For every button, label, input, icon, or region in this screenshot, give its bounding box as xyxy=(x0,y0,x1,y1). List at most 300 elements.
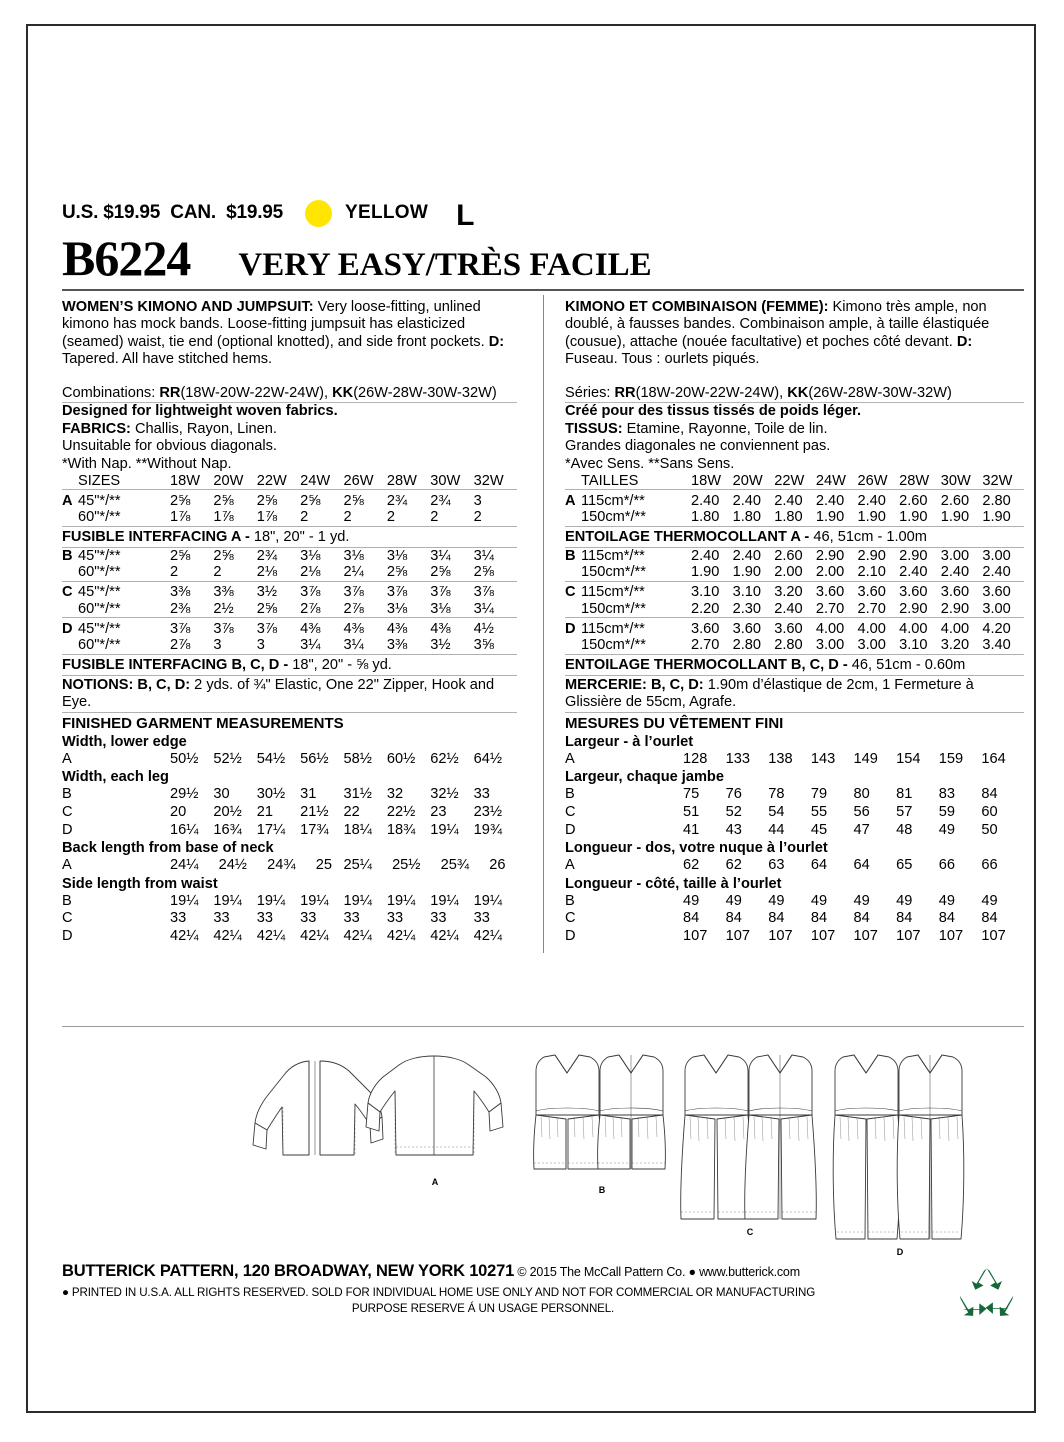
fabric-width: 150cm*/** xyxy=(581,564,646,581)
cell: 32½ xyxy=(430,786,459,803)
cell: 4⅜ xyxy=(430,620,451,637)
cell: 62 xyxy=(725,857,742,874)
cell: 1⅞ xyxy=(170,509,191,526)
view-letter: C xyxy=(62,910,73,927)
view-letter xyxy=(565,637,581,654)
cell: 24W xyxy=(815,472,846,489)
cell: 65 xyxy=(896,857,913,874)
cell: 18¼ xyxy=(343,821,372,838)
table-row xyxy=(62,601,517,618)
table-row xyxy=(565,786,1024,804)
cell: 2⅜ xyxy=(170,600,191,617)
cell: 3⅞ xyxy=(343,584,364,601)
french-column xyxy=(556,299,1024,946)
cell: 30W xyxy=(430,472,461,489)
view-letter xyxy=(565,601,581,618)
cell: 2¼ xyxy=(343,564,364,581)
french-yardage-table xyxy=(565,473,1024,526)
cell: 3 xyxy=(213,637,222,654)
cell: 3.60 xyxy=(899,584,928,601)
cell: 3⅞ xyxy=(473,584,494,601)
cell: 33 xyxy=(213,910,230,927)
english-designed-for: Designed for lightweight woven fabrics. xyxy=(62,403,338,420)
table-row xyxy=(62,584,517,601)
fabric-width: 115cm*/** xyxy=(581,584,645,601)
cell: 2⅝ xyxy=(386,564,408,581)
english-column xyxy=(62,299,530,946)
french-unsuitable: Grandes diagonales ne conviennent pas. xyxy=(565,438,831,455)
cell: 84 xyxy=(810,910,828,927)
table-row xyxy=(62,786,517,804)
footer-legal-2: PURPOSE RESERVE Á UN USAGE PERSONNEL. xyxy=(351,1302,615,1315)
view-letter: D xyxy=(565,927,576,944)
cell: 4.00 xyxy=(899,620,928,637)
table-row xyxy=(62,751,517,769)
view-d-back xyxy=(897,1055,964,1239)
cell: 143 xyxy=(810,750,836,767)
cell: 2.80 xyxy=(732,637,762,654)
cell: 4.20 xyxy=(982,620,1011,637)
cell: 2.40 xyxy=(774,600,803,617)
cell: 2.40 xyxy=(815,492,845,509)
view-letter: B xyxy=(565,547,576,564)
cell: 33 xyxy=(300,910,317,927)
cell: 2⅝ xyxy=(473,564,494,581)
table-row xyxy=(565,857,1024,875)
cell: 19¼ xyxy=(430,821,459,838)
cell: 30 xyxy=(213,786,230,803)
cell: 2.90 xyxy=(815,547,845,564)
cell: 49 xyxy=(725,892,742,909)
cell: 84 xyxy=(683,910,700,927)
cell: 49 xyxy=(683,892,700,909)
cell: 2.40 xyxy=(691,492,720,509)
english-nap: *With Nap. **Without Nap. xyxy=(62,455,232,472)
cell: 79 xyxy=(810,786,828,803)
cell: 3⅞ xyxy=(300,584,321,601)
fgm-subtitle: Longueur - côté, taille à l’ourlet xyxy=(565,875,782,892)
view-letter: C xyxy=(565,584,576,601)
cell: 2⅞ xyxy=(343,600,364,617)
view-letter: A xyxy=(565,857,575,874)
cell: 3.20 xyxy=(774,584,803,601)
view-label-a: A xyxy=(431,1177,439,1187)
table-row xyxy=(62,822,517,840)
cell: 3.10 xyxy=(732,584,762,601)
fgm-subtitle: Largeur, chaque jambe xyxy=(565,769,724,786)
table-row xyxy=(565,893,1024,911)
cell: 54 xyxy=(768,803,785,820)
english-yardage-body-2 xyxy=(62,548,517,654)
cell: 3.60 xyxy=(691,620,720,637)
cell: 24¾ xyxy=(267,857,296,874)
cell: 20W xyxy=(213,472,244,489)
view-c-back xyxy=(745,1055,817,1219)
cell: 43 xyxy=(725,821,742,838)
fgm-subtitle: Width, lower edge xyxy=(62,733,187,750)
cell: 55 xyxy=(810,803,828,820)
table-row xyxy=(62,804,517,822)
cell: 2.40 xyxy=(732,547,762,564)
cell: 48 xyxy=(896,821,913,838)
cell: 22½ xyxy=(386,803,416,820)
cell: 75 xyxy=(683,786,700,803)
view-letter: C xyxy=(565,803,576,820)
cell: 21 xyxy=(256,803,273,820)
cell: 49 xyxy=(810,892,828,909)
cell: 32 xyxy=(386,786,404,803)
view-letter: D xyxy=(62,620,73,637)
cell: 84 xyxy=(768,910,785,927)
cell: 33 xyxy=(256,910,273,927)
fabric-width: 45"*/** xyxy=(78,547,121,564)
cell: 19¼ xyxy=(386,892,416,909)
cell: 22W xyxy=(256,472,287,489)
view-letter: D xyxy=(62,821,73,838)
cell: 84 xyxy=(853,910,870,927)
cell: 2.90 xyxy=(940,600,970,617)
cell: 2¾ xyxy=(386,492,408,509)
cell: 2.40 xyxy=(774,492,803,509)
cell: 3.60 xyxy=(774,620,803,637)
cell: 84 xyxy=(938,910,955,927)
cell: 50 xyxy=(981,821,998,838)
table-row xyxy=(565,548,1024,565)
cell: 49 xyxy=(938,821,955,838)
cell: 4⅜ xyxy=(300,620,321,637)
cell: 58½ xyxy=(343,750,372,767)
cell: 3⅞ xyxy=(256,620,278,637)
fabric-width: 45"*/** xyxy=(78,492,121,509)
cell: 3.00 xyxy=(982,600,1011,617)
cell: 42¼ xyxy=(256,927,286,944)
cell: 3.60 xyxy=(857,584,886,601)
cell: 24W xyxy=(300,472,331,489)
english-notions: NOTIONS: B, C, D: 2 yds. of ¾" Elastic, One 22" Zipper, Hook and Eye. xyxy=(62,676,495,711)
cell: 26W xyxy=(343,472,374,489)
cell: 76 xyxy=(725,786,742,803)
cell: 52½ xyxy=(213,750,242,767)
french-fgm-title: MESURES DU VÊTEMENT FINI xyxy=(565,712,1024,733)
cell: 3¼ xyxy=(430,547,451,564)
fgm-table xyxy=(62,893,517,946)
cell: 17¾ xyxy=(300,821,329,838)
table-row xyxy=(565,910,1024,928)
size-letter: L xyxy=(456,199,475,232)
view-letter: A xyxy=(62,857,72,874)
cell: 19¼ xyxy=(430,892,459,909)
cell: 4⅜ xyxy=(386,620,408,637)
cell: 19¼ xyxy=(170,892,199,909)
cell: 2 xyxy=(300,509,309,526)
cell: 33 xyxy=(170,910,187,927)
cell: 3½ xyxy=(430,637,451,654)
cell: 1.80 xyxy=(732,509,762,526)
cell: 30½ xyxy=(256,786,286,803)
cell: 3⅛ xyxy=(386,547,408,564)
fabric-width: 45"*/** xyxy=(78,620,121,637)
english-yardage-body xyxy=(62,473,517,526)
cell: 154 xyxy=(896,750,921,767)
table-row xyxy=(565,928,1024,946)
fabric-width: 115cm*/** xyxy=(581,547,645,564)
cell: 62½ xyxy=(430,750,459,767)
cell: 24¼ xyxy=(170,857,199,874)
cell: 19¼ xyxy=(213,892,242,909)
view-letter: B xyxy=(62,892,72,909)
cell: 18W xyxy=(691,472,722,489)
cell: 52 xyxy=(725,803,742,820)
cell: 1.80 xyxy=(774,509,803,526)
view-letter: C xyxy=(62,803,73,820)
fabric-width: 115cm*/** xyxy=(581,492,645,509)
view-a-front xyxy=(253,1061,315,1155)
view-letter xyxy=(62,637,78,654)
cell: 149 xyxy=(853,750,878,767)
cell: 3¼ xyxy=(343,637,364,654)
cell: 3⅜ xyxy=(170,584,191,601)
cell: 133 xyxy=(725,750,750,767)
cell: 2.70 xyxy=(815,600,845,617)
cell: 4½ xyxy=(473,620,494,637)
cell: 60½ xyxy=(386,750,416,767)
cell: 159 xyxy=(938,750,964,767)
cell: 42¼ xyxy=(213,927,242,944)
cell: 107 xyxy=(725,927,750,944)
sizes-label: TAILLES xyxy=(581,472,639,489)
french-yardage-body xyxy=(565,473,1024,526)
cell: 83 xyxy=(938,786,955,803)
english-description: WOMEN’S KIMONO AND JUMPSUIT: Very loose-fitting, unlined kimono has mock bands. Loose-fitting jumpsuit has elasticized (seamed) waist, tie end (optional knotted), and side front pockets. D: Tapered. All have stitched hems. xyxy=(62,298,505,368)
cell: 29½ xyxy=(170,786,199,803)
fgm-subtitle: Side length from waist xyxy=(62,875,218,892)
cell: 49 xyxy=(938,892,955,909)
table-row xyxy=(62,910,517,928)
cell: 3¼ xyxy=(473,600,494,617)
table-row xyxy=(62,564,517,581)
cell: 2.70 xyxy=(857,600,886,617)
view-letter xyxy=(565,564,581,581)
cell: 2.90 xyxy=(899,600,928,617)
cell: 30W xyxy=(940,472,971,489)
cell: 33 xyxy=(386,910,404,927)
cell: 51 xyxy=(683,803,700,820)
cell: 3 xyxy=(256,637,265,654)
cell: 84 xyxy=(896,910,913,927)
english-fgm-title: FINISHED GARMENT MEASUREMENTS xyxy=(62,712,517,733)
view-b-front xyxy=(534,1055,602,1169)
cell: 2.40 xyxy=(732,492,762,509)
cell: 20W xyxy=(732,472,763,489)
cell: 3.40 xyxy=(982,637,1011,654)
cell: 2.40 xyxy=(691,547,720,564)
cell: 3.00 xyxy=(857,637,886,654)
cell: 25½ xyxy=(392,857,421,874)
fgm-table xyxy=(565,893,1024,946)
cell: 23½ xyxy=(473,803,503,820)
view-letter xyxy=(62,509,78,526)
french-fgm-groups xyxy=(565,733,1024,946)
cell: 24½ xyxy=(218,857,247,874)
view-letter xyxy=(62,601,78,618)
cell: 49 xyxy=(853,892,870,909)
yellow-dot-icon xyxy=(305,200,332,227)
cell: 2.40 xyxy=(857,492,886,509)
table-row xyxy=(62,548,517,565)
fabric-width: 115cm*/** xyxy=(581,620,645,637)
cell: 3⅞ xyxy=(430,584,451,601)
cell: 2.60 xyxy=(899,492,928,509)
cell: 2⅝ xyxy=(170,492,191,509)
fgm-table xyxy=(565,751,1024,769)
fabric-width: 150cm*/** xyxy=(581,509,646,526)
view-letter: D xyxy=(62,927,73,944)
french-nap: *Avec Sens. **Sans Sens. xyxy=(565,455,735,472)
french-combinations: Séries: RR(18W-20W-22W-24W), KK(26W-28W-30W-32W) xyxy=(565,384,952,401)
cell: 3.10 xyxy=(691,584,720,601)
view-letter xyxy=(565,509,581,526)
cell: 19¼ xyxy=(300,892,329,909)
footer xyxy=(62,1262,1024,1315)
cell: 42¼ xyxy=(473,927,503,944)
cell: 164 xyxy=(981,750,1006,767)
cell: 4.00 xyxy=(815,620,845,637)
fabric-width: 60"*/** xyxy=(78,600,121,617)
fabric-width: 45"*/** xyxy=(78,584,121,601)
view-c-front xyxy=(681,1055,753,1219)
cell: 66 xyxy=(938,857,955,874)
view-letter xyxy=(62,564,78,581)
cell: 59 xyxy=(938,803,955,820)
fgm-table xyxy=(62,751,517,769)
cell: 20½ xyxy=(213,803,242,820)
fgm-subtitle: Largeur - à l’ourlet xyxy=(565,733,694,750)
cell: 2.60 xyxy=(940,492,970,509)
cell: 47 xyxy=(853,821,870,838)
table-row xyxy=(565,601,1024,618)
cell: 3.60 xyxy=(940,584,970,601)
price-row xyxy=(62,196,1024,230)
cell: 19¼ xyxy=(256,892,286,909)
envelope-content xyxy=(62,196,1024,945)
cell: 56 xyxy=(853,803,870,820)
cell: 78 xyxy=(768,786,785,803)
cell: 2 xyxy=(430,509,439,526)
cell: 2 xyxy=(343,509,352,526)
sizes-label: SIZES xyxy=(78,472,121,489)
title-row xyxy=(62,232,1024,285)
cell: 2.20 xyxy=(691,600,720,617)
cell: 3⅛ xyxy=(300,547,321,564)
fabric-width: 150cm*/** xyxy=(581,600,646,617)
french-designed-for: Créé pour des tissus tissés de poids léger. xyxy=(565,403,862,420)
fgm-subtitle: Width, each leg xyxy=(62,769,169,786)
view-d-front xyxy=(833,1055,900,1239)
pattern-number: B6224 xyxy=(62,230,191,286)
cell: 17¼ xyxy=(256,821,286,838)
cell: 2.70 xyxy=(691,637,720,654)
fgm-subtitle: Longueur - dos, votre nuque à l’ourlet xyxy=(565,840,828,857)
fabric-width: 150cm*/** xyxy=(581,637,646,654)
cell: 64½ xyxy=(473,750,503,767)
cell: 2 xyxy=(386,509,395,526)
view-a-back xyxy=(366,1056,503,1155)
cell: 3.20 xyxy=(940,637,970,654)
cell: 33 xyxy=(343,910,360,927)
cell: 18¾ xyxy=(386,821,416,838)
cell: 1.90 xyxy=(732,564,762,581)
cell: 1⅞ xyxy=(256,509,278,526)
cell: 23 xyxy=(430,803,447,820)
cell: 2⅝ xyxy=(170,547,191,564)
cell: 4.00 xyxy=(857,620,886,637)
cell: 1.90 xyxy=(691,564,720,581)
cell: 31 xyxy=(300,786,317,803)
table-row xyxy=(62,637,517,654)
pattern-title: VERY EASY/TRÈS FACILE xyxy=(238,247,652,283)
cell: 3.00 xyxy=(982,547,1011,564)
cell: 42¼ xyxy=(343,927,372,944)
cell: 2⅝ xyxy=(256,600,278,617)
table-header-row xyxy=(565,473,1024,490)
cell: 3⅝ xyxy=(473,637,494,654)
cell: 107 xyxy=(938,927,964,944)
cell: 2.40 xyxy=(982,564,1011,581)
cell: 2.90 xyxy=(899,547,928,564)
cell: 25¼ xyxy=(343,857,372,874)
cell: 3⅞ xyxy=(213,620,234,637)
table-row xyxy=(62,893,517,911)
cell: 3.60 xyxy=(815,584,845,601)
cell: 45 xyxy=(810,821,828,838)
cell: 49 xyxy=(981,892,998,909)
view-letter: A xyxy=(62,750,72,767)
cell: 107 xyxy=(981,927,1006,944)
cell: 26 xyxy=(489,857,506,874)
cell: 84 xyxy=(981,910,998,927)
cell: 2.80 xyxy=(774,637,803,654)
view-letter: D xyxy=(565,620,576,637)
view-letter: A xyxy=(565,750,575,767)
cell: 2⅝ xyxy=(213,547,234,564)
fgm-table xyxy=(62,786,517,839)
cell: 19¼ xyxy=(343,892,372,909)
cell: 3¼ xyxy=(300,637,321,654)
cell: 33 xyxy=(473,910,490,927)
cell: 19¾ xyxy=(473,821,503,838)
cell: 3⅜ xyxy=(213,584,234,601)
cell: 2⅛ xyxy=(256,564,278,581)
cell: 32W xyxy=(982,472,1013,489)
cell: 107 xyxy=(853,927,878,944)
cell: 64 xyxy=(853,857,870,874)
cell: 3.00 xyxy=(940,547,970,564)
table-row xyxy=(62,493,517,510)
cell: 16¾ xyxy=(213,821,242,838)
cell: 56½ xyxy=(300,750,329,767)
cell: 84 xyxy=(981,786,998,803)
cell: 107 xyxy=(810,927,836,944)
cell: 1.90 xyxy=(857,509,886,526)
cell: 2⅞ xyxy=(170,637,191,654)
cell: 2.80 xyxy=(982,492,1011,509)
cell: 41 xyxy=(683,821,700,838)
cell: 19¼ xyxy=(473,892,503,909)
fgm-table xyxy=(62,857,517,875)
english-yardage-table-2 xyxy=(62,548,517,654)
cell: 128 xyxy=(683,750,708,767)
cell: 60 xyxy=(981,803,998,820)
